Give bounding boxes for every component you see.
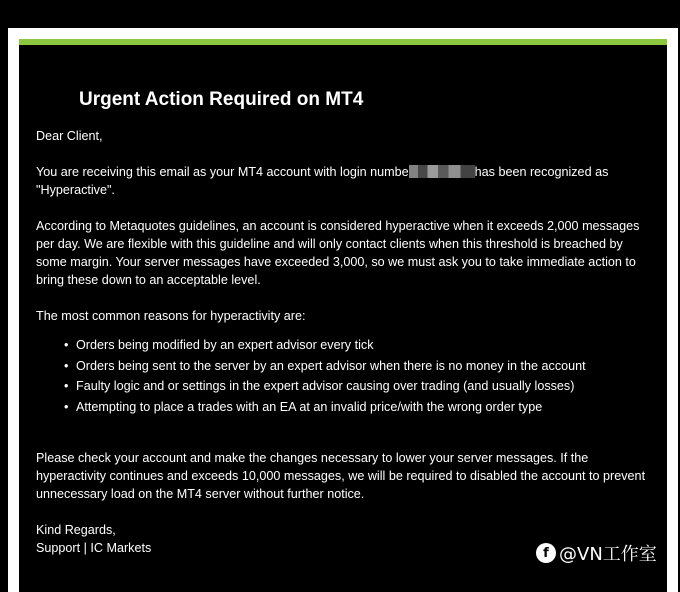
list-item: • Orders being modified by an expert advisor every tick [64, 335, 646, 356]
paragraph-instructions: Please check your account and make the changes necessary to lower your server messages. If the hyperactivity continues and exceeds 10,000 messages, we will be required to disabled the account to prevent unnecessary load on the MT4 server without further notice. [36, 451, 646, 501]
email-title: Urgent Action Required on MT4 [79, 89, 364, 110]
account-notice-end: has been recognized as "Hyperactive". [36, 165, 609, 197]
list-item: • Faulty logic and or settings in the expert advisor causing over trading (and usually losses) [64, 376, 646, 397]
paragraph-guidelines: According to Metaquotes guidelines, an account is considered hyperactive when it exceeds 2,000 messages per day. We are flexible with this guideline and will only contact clients when this threshold is breached by some margin. Your server messages have exceeded 3,000, so we must ask you to take immediate action to bring these down to an acceptable level. [36, 219, 640, 287]
list-item: • Attempting to place a trades with an EA at an invalid price/with the wrong order type [64, 397, 646, 418]
signature: Support | IC Markets [36, 541, 152, 555]
social-logo-icon: f [536, 543, 556, 563]
watermark [536, 540, 657, 566]
email-content [36, 127, 646, 557]
closing: Kind Regards, [36, 523, 116, 537]
email-body [19, 39, 667, 592]
paragraph-reasons-intro: The most common reasons for hyperactivity are: [36, 309, 306, 323]
accent-bar [19, 39, 667, 45]
redacted-login-number [409, 165, 475, 178]
greeting: Dear Client, [36, 129, 103, 143]
watermark-text: @VN工作室 [559, 544, 657, 565]
paragraph-account-notice [36, 163, 646, 199]
account-notice-start: You are receiving this email as your MT4 account with login numbe [36, 165, 409, 179]
list-item: • Orders being sent to the server by an expert advisor when there is no money in the account [64, 356, 646, 377]
reasons-list [36, 335, 646, 417]
